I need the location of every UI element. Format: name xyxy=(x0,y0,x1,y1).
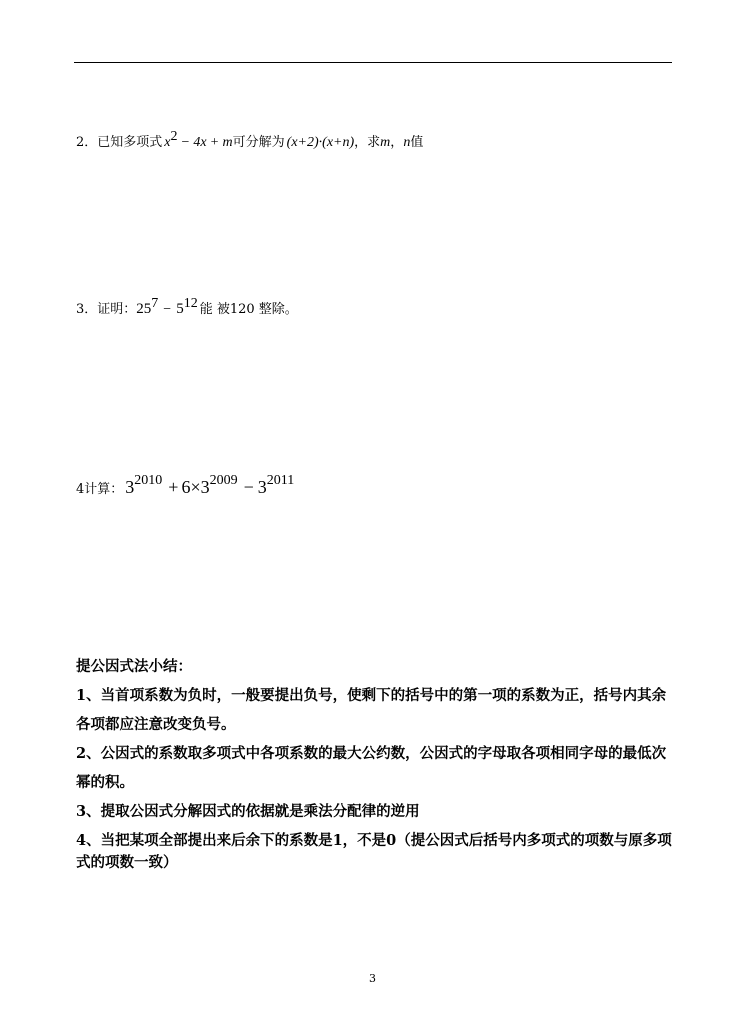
problem-2-text-end: 值 xyxy=(410,135,424,150)
var-m: m xyxy=(380,135,391,150)
problem-2-comma: ， xyxy=(390,135,404,150)
base-25: 25 xyxy=(136,301,152,317)
header-rule xyxy=(74,62,672,63)
base-3-c: 3 xyxy=(257,477,267,497)
problem-3 xyxy=(76,296,298,319)
problem-3-label: 3．证明： xyxy=(76,302,137,317)
problem-2-label: 2．已知多项式 xyxy=(76,135,163,150)
base-5: 5 xyxy=(176,301,184,317)
op-plus: + xyxy=(168,477,179,497)
var-n: n xyxy=(403,135,411,150)
exp-2010: 2010 xyxy=(134,473,163,488)
page-number: 3 xyxy=(369,972,376,985)
exp-12: 12 xyxy=(183,296,198,311)
summary-title: 提公因式法小结： xyxy=(76,658,192,675)
factor-expression: (x+2)∙(x+n) xyxy=(286,135,355,150)
coef-6x3: 6×3 xyxy=(181,477,210,497)
exp-2009: 2009 xyxy=(209,473,238,488)
summary-section xyxy=(76,652,676,874)
summary-item-1: 1、当首项系数为负时，一般要提出负号，使剩下的括号中的第一项的系数为正，括号内其余各项都应注意改变负号。 xyxy=(76,687,667,733)
op-minus: − xyxy=(163,302,172,317)
problem-2-text-mid: 可分解为 xyxy=(232,135,285,150)
exp-2011: 2011 xyxy=(266,473,295,488)
problem-2 xyxy=(76,129,424,152)
poly-m: m xyxy=(222,135,233,150)
poly-x: x xyxy=(164,135,171,150)
poly-op-minus: − xyxy=(181,135,190,150)
summary-item-2: 2、公因式的系数取多项式中各项系数的最大公约数，公因式的字母取各项相同字母的最低次幂的积。 xyxy=(76,745,667,791)
poly-term-4x: 4x xyxy=(193,135,207,150)
problem-3-text-end: 能 被120 整除。 xyxy=(199,302,298,317)
poly-exponent: 2 xyxy=(170,129,178,144)
op-minus-2: − xyxy=(243,477,254,497)
poly-op-plus: + xyxy=(210,135,219,150)
problem-2-text-after: ，求 xyxy=(354,135,381,150)
summary-item-4: 4、当把某项全部提出来后余下的系数是1，不是0（提公因式后括号内多项式的项数与原多项式的项数一致） xyxy=(76,832,672,871)
summary-item-3: 3、提取公因式分解因式的依据就是乘法分配律的逆用 xyxy=(76,803,420,820)
exp-7: 7 xyxy=(151,296,159,311)
problem-4-label: 4计算： xyxy=(76,482,124,497)
base-3-a: 3 xyxy=(125,477,135,497)
problem-4 xyxy=(76,473,295,501)
